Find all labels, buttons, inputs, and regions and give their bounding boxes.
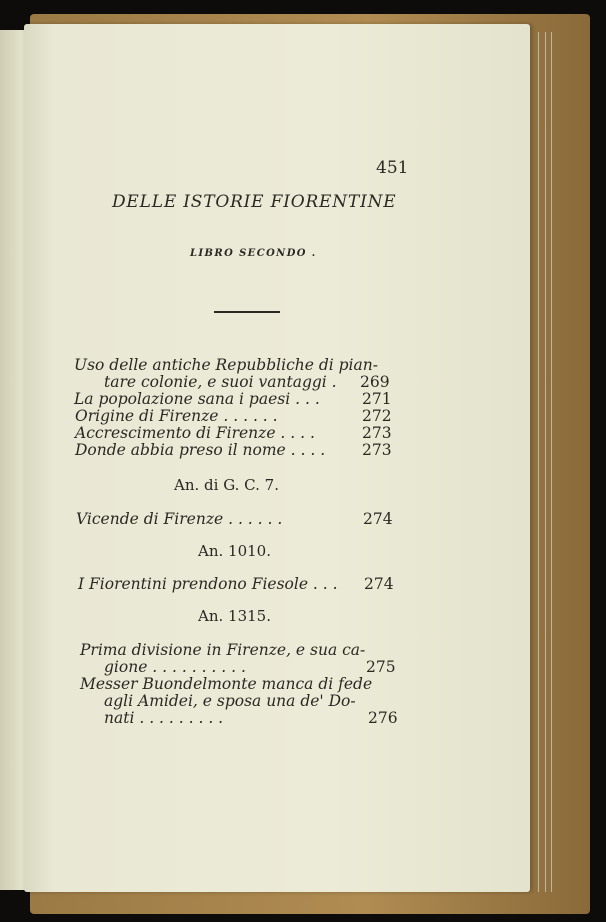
toc-entry-text: I Fiorentini prendono Fiesole . . .	[78, 575, 338, 593]
page-edge	[545, 32, 546, 892]
page-edge	[538, 32, 539, 892]
toc-entry-text: Vicende di Firenze . . . . . .	[76, 510, 283, 528]
page-subtitle: LIBRO SECONDO .	[190, 248, 317, 259]
toc-entry-page: 271	[362, 390, 392, 408]
toc-entry-page: 272	[362, 407, 392, 425]
year-heading: An. 1010.	[198, 542, 271, 560]
toc-entry-text: Origine di Firenze . . . . . .	[75, 407, 278, 425]
toc-entry-text: gione . . . . . . . . . .	[104, 658, 246, 676]
year-heading: An. di G. C. 7.	[174, 476, 279, 494]
page-title: DELLE ISTORIE FIORENTINE	[112, 192, 397, 212]
left-page-edge	[0, 30, 27, 890]
toc-entry-page: 274	[364, 575, 394, 593]
toc-entry-text: Accrescimento di Firenze . . . .	[75, 424, 315, 442]
toc-entry-page: 274	[363, 510, 393, 528]
toc-entry-page: 273	[362, 424, 392, 442]
toc-entry-text: Messer Buondelmonte manca di fede	[80, 675, 373, 693]
toc-entry-text: tare colonie, e suoi vantaggi .	[104, 373, 337, 391]
toc-entry-page: 276	[368, 709, 398, 727]
toc-entry-text: La popolazione sana i paesi . . .	[74, 390, 320, 408]
toc-entry-text: agli Amidei, e sposa una de' Do-	[104, 692, 356, 710]
toc-entry-page: 269	[360, 373, 390, 391]
toc-entry-page: 275	[366, 658, 396, 676]
page-number: 451	[376, 158, 409, 178]
toc-entry-text: nati . . . . . . . . .	[104, 709, 224, 727]
toc-entry-page: 273	[362, 441, 392, 459]
year-heading: An. 1315.	[198, 607, 271, 625]
toc-entry-text: Donde abbia preso il nome . . . .	[75, 441, 326, 459]
toc-entry-text: Uso delle antiche Repubbliche di pian-	[74, 356, 378, 374]
book-page	[24, 24, 530, 892]
toc-entry-text: Prima divisione in Firenze, e sua ca-	[80, 641, 366, 659]
divider-rule	[214, 311, 280, 313]
page-edge	[551, 32, 552, 892]
